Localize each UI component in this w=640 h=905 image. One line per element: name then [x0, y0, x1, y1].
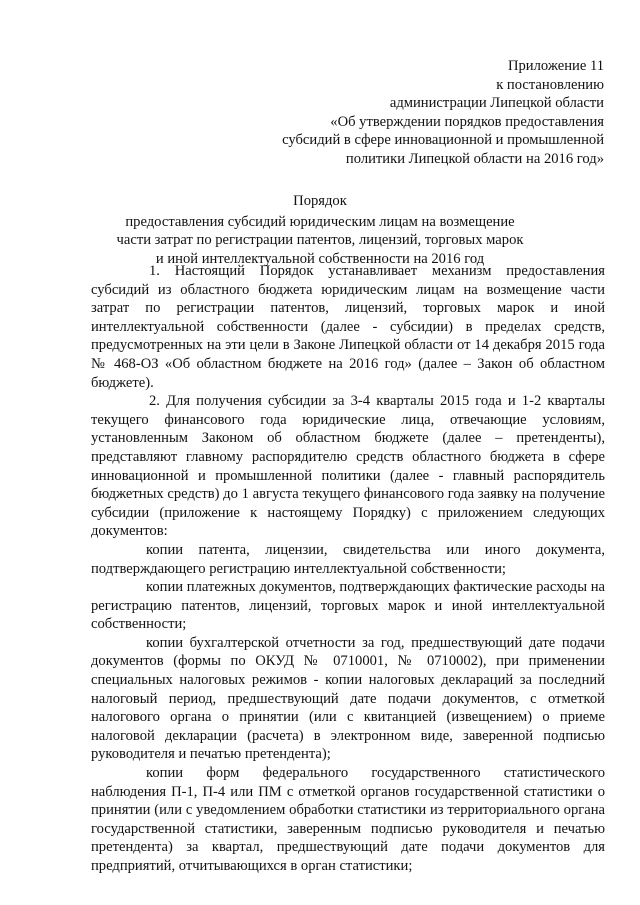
appendix-line: администрации Липецкой области — [389, 95, 604, 112]
paragraph-1: 1. Настоящий Порядок устанавливает механизм предоставления субсидий из областного бюджета юридическим лицам на возмещение части затрат по регистрации патентов, лицензий, торговых марок и иной интеллектуальной собственности (далее - субсидии) в пределах средств, предусмотренных на эти цели в Законе Липецкой области от 14 декабря 2015 года № 468-ОЗ «Об областном бюджете на 2016 год» (далее – Закон об областном бюджете). — [91, 263, 605, 391]
appendix-line: субсидий в сфере инновационной и промышленной — [282, 132, 604, 149]
appendix-line: Приложение 11 — [507, 58, 604, 74]
list-item-patent-copies: копии патента, лицензии, свидетельства или иного документа, подтверждающего регистрацию интеллектуальной собственности; — [91, 541, 605, 577]
appendix-line: «Об утверждении порядков предоставления — [330, 113, 604, 130]
list-item-statistics-forms: копии форм федерального государственного статистического наблюдения П-1, П-4 или ПМ с отметкой органов государственной статистики о принятии (или с уведомлением обработки статистики из территориального органа государственной статистики, заверенным подписью руководителя и печатью претендента) за квартал, предшествующий дате подачи документов для предприятий, отчитывающихся в орган статистики; — [91, 765, 605, 874]
appendix-header — [184, 57, 604, 169]
title-line: части затрат по регистрации патентов, лицензий, торговых марок — [116, 232, 524, 249]
document-body — [91, 262, 605, 876]
title-line: предоставления субсидий юридическим лицам на возмещение — [125, 213, 515, 230]
list-item-accounting-reports: копии бухгалтерской отчетности за год, предшествующий дате подачи документов (формы по ОКУД № 0710001, № 0710002), при применении специальных налоговых режимов - копии налоговых деклараций за последний налоговый период, предшествующий дате подачи документов, с отметкой налогового органа о принятии (или с квитанцией (извещением) о приеме налоговой декларации (расчета) в электронном виде, заверенной подписью руководителя и печатью претендента); — [91, 634, 605, 763]
appendix-line: политики Липецкой области на 2016 год» — [345, 150, 604, 167]
paragraph-2: 2. Для получения субсидии за 3-4 кварталы 2015 года и 1-2 кварталы текущего финансового года юридические лица, отвечающие условиям, установленным Законом об областном бюджете (далее – претенденты), представляют главному распорядителю средств областного бюджета в сфере инновационной и промышленной политики (далее - главный распорядитель бюджетных средств) до 1 августа текущего финансового года заявку на получение субсидии (приложение к настоящему Порядку) с приложением следующих документов: — [91, 393, 605, 540]
appendix-line: к постановлению — [496, 76, 604, 93]
title-line: и иной интеллектуальной собственности на 2016 год — [155, 250, 485, 267]
document-title — [60, 192, 580, 268]
title-heading: Порядок — [293, 193, 347, 209]
list-item-payment-documents: копии платежных документов, подтверждающих фактические расходы на регистрацию патентов, лицензий, торговых марок и иной интеллектуальной собственности; — [91, 579, 605, 633]
